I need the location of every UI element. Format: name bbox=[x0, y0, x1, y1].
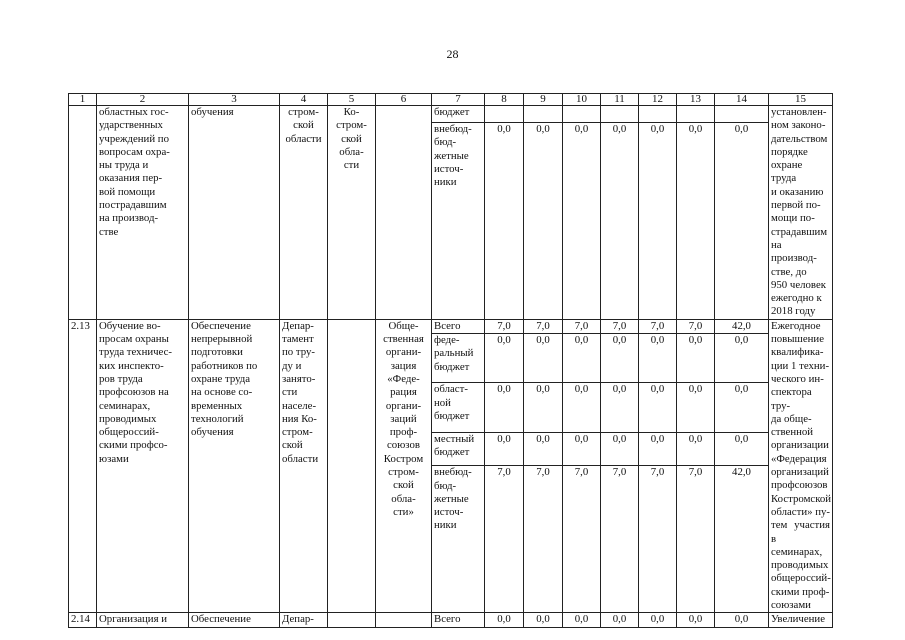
funding-source-cell: Всего bbox=[432, 613, 485, 627]
item-row-total bbox=[69, 319, 833, 333]
value-cell: 0,0 bbox=[601, 613, 639, 627]
column-number: 1 bbox=[69, 94, 97, 106]
value-cell bbox=[677, 106, 715, 123]
value-cell: 0,0 bbox=[485, 613, 524, 627]
participant-cell bbox=[376, 106, 432, 320]
value-cell: 0,0 bbox=[485, 383, 524, 432]
value-cell: 7,0 bbox=[485, 466, 524, 613]
value-cell: 0,0 bbox=[677, 383, 715, 432]
funding-source-cell: внебюд- бюд- жетные источ- ники bbox=[432, 123, 485, 320]
activity-name-cell: Организация и bbox=[97, 613, 189, 627]
item-number-cell: 2.13 bbox=[69, 319, 97, 613]
value-cell: 0,0 bbox=[639, 383, 677, 432]
value-cell: 0,0 bbox=[677, 613, 715, 627]
goal-cell: обучения bbox=[189, 106, 280, 320]
value-cell: 0,0 bbox=[485, 123, 524, 320]
coexecutor-cell bbox=[328, 613, 376, 627]
activity-name-cell: областных гос- ударственных учреждений по вопросам охра- ны труда и оказания пер- вой помощи пострадавшим на производ- стве bbox=[97, 106, 189, 320]
value-cell: 7,0 bbox=[563, 319, 601, 333]
value-cell: 0,0 bbox=[601, 123, 639, 320]
value-cell: 0,0 bbox=[524, 432, 563, 465]
value-cell: 0,0 bbox=[677, 334, 715, 383]
value-cell: 7,0 bbox=[677, 319, 715, 333]
column-number: 5 bbox=[328, 94, 376, 106]
responsible-cell: Депар- тамент по тру- ду и занято- сти населе- ния Ко- стром- ской области bbox=[280, 319, 328, 613]
column-number: 10 bbox=[563, 94, 601, 106]
value-cell: 7,0 bbox=[563, 466, 601, 613]
activity-name-cell: Обучение во- просам охраны труда техничес- ких инспекто- ров труда профсоюзов на семинарах, проводимых общероссий- скими профсо- юзами bbox=[97, 319, 189, 613]
value-cell: 0,0 bbox=[601, 383, 639, 432]
value-cell: 0,0 bbox=[524, 123, 563, 320]
item-number-cell bbox=[69, 106, 97, 320]
value-cell: 7,0 bbox=[524, 466, 563, 613]
column-number: 14 bbox=[715, 94, 769, 106]
item-row-total bbox=[69, 613, 833, 627]
value-cell: 0,0 bbox=[524, 383, 563, 432]
value-cell: 0,0 bbox=[677, 123, 715, 320]
value-cell: 7,0 bbox=[601, 319, 639, 333]
value-cell: 0,0 bbox=[715, 432, 769, 465]
coexecutor-cell: Ко- стром- ской обла- сти bbox=[328, 106, 376, 320]
participant-cell: Обще- ственная органи- зация «Феде- рация органи- заций проф- союзов Костром стром- ской обла- сти» bbox=[376, 319, 432, 613]
column-number: 8 bbox=[485, 94, 524, 106]
value-cell bbox=[715, 106, 769, 123]
value-cell: 42,0 bbox=[715, 466, 769, 613]
column-number: 3 bbox=[189, 94, 280, 106]
value-cell: 0,0 bbox=[563, 334, 601, 383]
coexecutor-cell bbox=[328, 319, 376, 613]
value-cell: 0,0 bbox=[601, 334, 639, 383]
funding-source-cell: внебюд- бюд- жетные источ- ники bbox=[432, 466, 485, 613]
responsible-cell: стром- ской области bbox=[280, 106, 328, 320]
page-number: 28 bbox=[446, 47, 459, 61]
column-number: 13 bbox=[677, 94, 715, 106]
value-cell bbox=[485, 106, 524, 123]
value-cell: 0,0 bbox=[563, 383, 601, 432]
column-number: 12 bbox=[639, 94, 677, 106]
value-cell: 7,0 bbox=[639, 319, 677, 333]
continuation-row-budget bbox=[69, 106, 833, 123]
value-cell: 7,0 bbox=[601, 466, 639, 613]
responsible-cell: Депар- bbox=[280, 613, 328, 627]
value-cell: 0,0 bbox=[715, 334, 769, 383]
value-cell: 7,0 bbox=[677, 466, 715, 613]
participant-cell bbox=[376, 613, 432, 627]
funding-source-cell: област- ной бюджет bbox=[432, 383, 485, 432]
value-cell bbox=[524, 106, 563, 123]
value-cell: 0,0 bbox=[601, 432, 639, 465]
column-number: 15 bbox=[769, 94, 833, 106]
value-cell: 0,0 bbox=[715, 383, 769, 432]
item-number-cell: 2.14 bbox=[69, 613, 97, 627]
value-cell: 7,0 bbox=[639, 466, 677, 613]
expected-result-cell: Ежегодное повышение квалифика- ции 1 техни- ческого ин- спектора тру- да обще- ственной организации «Федерация организаций профсоюзов Костромской области» пу- тем участия в семинарах, проводимых общероссий- скими проф- союзами bbox=[769, 319, 833, 613]
value-cell bbox=[601, 106, 639, 123]
column-number: 7 bbox=[432, 94, 485, 106]
value-cell bbox=[639, 106, 677, 123]
column-number-row bbox=[69, 94, 833, 106]
value-cell: 7,0 bbox=[485, 319, 524, 333]
value-cell: 0,0 bbox=[563, 123, 601, 320]
funding-source-cell: местный бюджет bbox=[432, 432, 485, 465]
column-number: 11 bbox=[601, 94, 639, 106]
value-cell: 0,0 bbox=[563, 613, 601, 627]
value-cell: 0,0 bbox=[715, 613, 769, 627]
value-cell: 7,0 bbox=[524, 319, 563, 333]
column-number: 4 bbox=[280, 94, 328, 106]
value-cell: 0,0 bbox=[639, 123, 677, 320]
expected-result-cell: установлен- ном законо- дательством порядке охране труда и оказанию первой по- мощи по- страдавшим на производ- стве, до 950 человек ежегодно к 2018 году bbox=[769, 106, 833, 320]
goal-cell: Обеспечение непрерывной подготовки работников по охране труда на основе со- временных технологий обучения bbox=[189, 319, 280, 613]
value-cell: 0,0 bbox=[715, 123, 769, 320]
column-number: 6 bbox=[376, 94, 432, 106]
column-number: 9 bbox=[524, 94, 563, 106]
value-cell: 0,0 bbox=[485, 334, 524, 383]
value-cell: 0,0 bbox=[524, 613, 563, 627]
value-cell: 0,0 bbox=[485, 432, 524, 465]
funding-source-cell: бюджет bbox=[432, 106, 485, 123]
value-cell: 0,0 bbox=[639, 613, 677, 627]
expected-result-cell: Увеличение bbox=[769, 613, 833, 627]
goal-cell: Обеспечение bbox=[189, 613, 280, 627]
funding-source-cell: феде- ральный бюджет bbox=[432, 334, 485, 383]
value-cell: 0,0 bbox=[677, 432, 715, 465]
value-cell: 0,0 bbox=[563, 432, 601, 465]
value-cell bbox=[563, 106, 601, 123]
value-cell: 42,0 bbox=[715, 319, 769, 333]
value-cell: 0,0 bbox=[639, 334, 677, 383]
funding-source-cell: Всего bbox=[432, 319, 485, 333]
value-cell: 0,0 bbox=[524, 334, 563, 383]
value-cell: 0,0 bbox=[639, 432, 677, 465]
program-table bbox=[68, 93, 833, 628]
column-number: 2 bbox=[97, 94, 189, 106]
